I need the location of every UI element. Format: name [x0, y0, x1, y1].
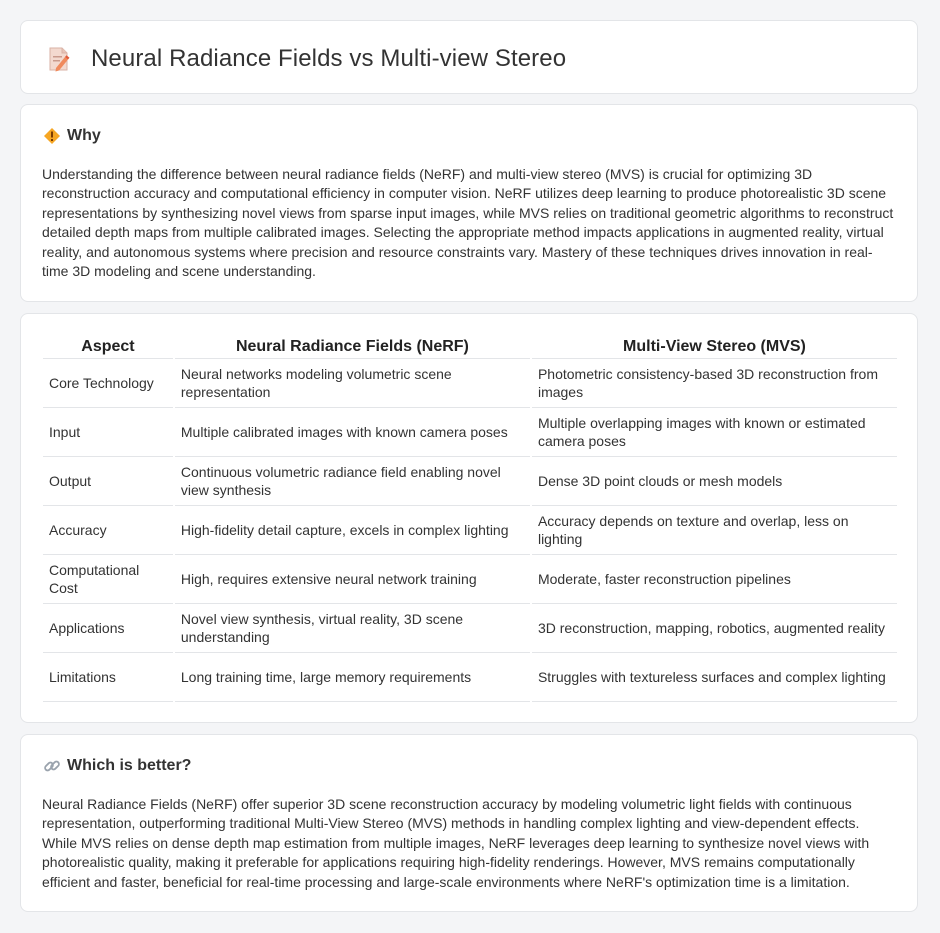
- table-row: [43, 457, 897, 506]
- cell-mvs: Multiple overlapping images with known or estimated camera poses: [532, 408, 897, 457]
- header-mvs: Multi-View Stereo (MVS): [532, 334, 897, 359]
- table-header-row: [43, 334, 897, 359]
- cell-nerf: High, requires extensive neural network training: [175, 555, 530, 604]
- cell-aspect: Applications: [43, 604, 173, 653]
- which-better-section: [20, 734, 918, 912]
- table-row: [43, 555, 897, 604]
- header-card: [20, 20, 918, 94]
- header-nerf: Neural Radiance Fields (NeRF): [175, 334, 530, 359]
- cell-nerf: Multiple calibrated images with known camera poses: [175, 408, 530, 457]
- cell-mvs: Accuracy depends on texture and overlap, less on lighting: [532, 506, 897, 555]
- page-title: Neural Radiance Fields vs Multi-view Stereo: [91, 45, 567, 72]
- cell-nerf: Neural networks modeling volumetric scene representation: [175, 359, 530, 408]
- comparison-table: [41, 334, 899, 702]
- link-icon: [43, 757, 61, 775]
- why-title: Why: [67, 127, 101, 144]
- table-row: [43, 359, 897, 408]
- comparison-card: [20, 313, 918, 723]
- document-pencil-icon: [47, 46, 71, 72]
- cell-nerf: Novel view synthesis, virtual reality, 3D scene understanding: [175, 604, 530, 653]
- cell-nerf: Long training time, large memory requirements: [175, 653, 530, 702]
- cell-aspect: Output: [43, 457, 173, 506]
- cell-mvs: Moderate, faster reconstruction pipelines: [532, 555, 897, 604]
- cell-nerf: Continuous volumetric radiance field enabling novel view synthesis: [175, 457, 530, 506]
- diamond-warning-icon: [43, 127, 61, 145]
- cell-mvs: Dense 3D point clouds or mesh models: [532, 457, 897, 506]
- cell-aspect: Input: [43, 408, 173, 457]
- why-text: Understanding the difference between neural radiance fields (NeRF) and multi-view stereo (MVS) is crucial for optimizing 3D reconstruction accuracy and computational efficiency in computer vision. NeRF utilizes deep learning to produce photorealistic 3D scene representations by synthesizing novel views from sparse input images, while MVS relies on traditional geometric algorithms to reconstruct detailed depth maps from multiple calibrated images. Selecting the appropriate method impacts applications in augmented reality, virtual reality, and autonomous systems where precision and resource constraints vary. Mastery of these techniques drives innovation in real-time 3D modeling and scene understanding.: [42, 166, 894, 280]
- cell-mvs: Photometric consistency-based 3D reconstruction from images: [532, 359, 897, 408]
- cell-nerf: High-fidelity detail capture, excels in complex lighting: [175, 506, 530, 555]
- table-row: [43, 506, 897, 555]
- cell-aspect: Accuracy: [43, 506, 173, 555]
- table-row: [43, 408, 897, 457]
- cell-mvs: Struggles with textureless surfaces and complex lighting: [532, 653, 897, 702]
- table-row: [43, 604, 897, 653]
- cell-mvs: 3D reconstruction, mapping, robotics, augmented reality: [532, 604, 897, 653]
- cell-aspect: Limitations: [43, 653, 173, 702]
- header-aspect: Aspect: [43, 334, 173, 359]
- table-row: [43, 653, 897, 702]
- cell-aspect: Core Technology: [43, 359, 173, 408]
- why-section: [20, 104, 918, 302]
- cell-aspect: Computational Cost: [43, 555, 173, 604]
- which-better-title: Which is better?: [67, 757, 192, 774]
- which-better-text: Neural Radiance Fields (NeRF) offer superior 3D scene reconstruction accuracy by modeling volumetric light fields with continuous representation, outperforming traditional Multi-View Stereo (MVS) methods in handling complex lighting and view-dependent effects. While MVS relies on dense depth map estimation from multiple images, NeRF leverages deep learning to synthesize novel views with photorealistic quality, making it preferable for applications requiring high-fidelity renderings. However, MVS remains computationally efficient and faster, beneficial for real-time processing and large-scale environments where NeRF's optimization time is a limitation.: [42, 796, 870, 890]
